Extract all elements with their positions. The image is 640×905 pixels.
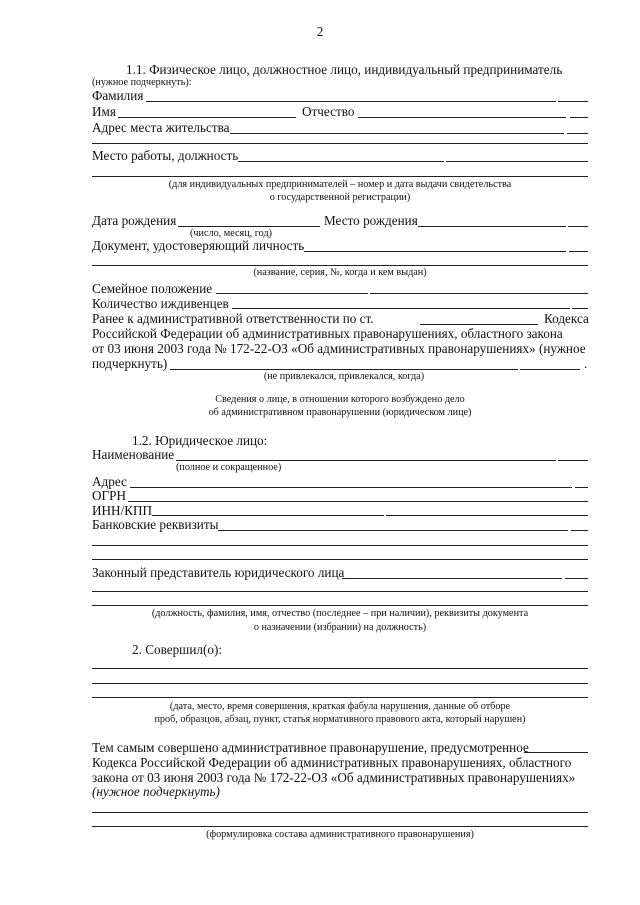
family-field[interactable] [216, 293, 368, 294]
previously-note: (не привлекался, привлекался, когда) [263, 371, 425, 382]
id-document-field[interactable] [304, 251, 566, 252]
bank-label: Банковские реквизиты [92, 517, 219, 532]
ip-note-2: о государственной регистрации) [269, 192, 411, 203]
committed-note-1: (дата, место, время совершения, краткая фабула нарушения, данные об отборе [169, 701, 511, 712]
previously-line4a: подчеркнуть) [92, 356, 168, 371]
org-name-field[interactable] [176, 460, 556, 461]
committed-line2[interactable] [92, 683, 588, 684]
rep-note-1: (должность, фамилия, имя, отчество (последнее – при наличии), реквизиты документа [151, 608, 529, 619]
patronymic-label: Отчество [302, 104, 355, 119]
bank-field-end [571, 530, 588, 531]
birth-date-label: Дата рождения [92, 213, 177, 228]
ogrn-label: ОГРН [92, 488, 127, 503]
committed-note-2: проб, образцов, абзац, пункт, статья нормативного правового акта, который нарушен) [154, 714, 526, 725]
workplace-field-line2[interactable] [92, 176, 588, 177]
previously-line1a: Ранее к административной ответственности по ст. [92, 311, 374, 326]
page-number: 2 [316, 24, 324, 39]
ip-note-1: (для индивидуальных предпринимателей – номер и дата выдачи свидетельства [168, 179, 512, 190]
patronymic-field-end [570, 117, 588, 118]
address-field[interactable] [230, 133, 564, 134]
id-document-field-end [569, 251, 588, 252]
article-field[interactable] [420, 324, 538, 325]
birth-place-field[interactable] [418, 226, 566, 227]
org-name-field-end [558, 460, 588, 461]
org-name-label: Наименование [92, 447, 175, 462]
section-1-2-heading: 1.2. Юридическое лицо: [132, 433, 268, 448]
offense-line4: (нужное подчеркнуть) [92, 784, 220, 799]
bank-field-line2[interactable] [92, 545, 588, 546]
birth-date-note: (число, месяц, год) [190, 228, 273, 239]
workplace-label: Место работы, должность [92, 148, 239, 163]
workplace-field[interactable] [238, 161, 444, 162]
id-document-label: Документ, удостоверяющий личность [92, 238, 305, 253]
previously-field-end [520, 369, 580, 370]
bank-field-line3[interactable] [92, 559, 588, 560]
inn-label: ИНН/КПП [92, 503, 153, 518]
org-name-note: (полное и сокращенное) [176, 462, 282, 473]
section-2-heading: 2. Совершил(о): [132, 642, 223, 657]
dependents-field[interactable] [232, 308, 570, 309]
patronymic-field[interactable] [358, 117, 566, 118]
rep-field-end [565, 578, 588, 579]
section-1-1-heading: 1.1. Физическое лицо, должностное лицо, индивидуальный предприниматель [126, 62, 563, 77]
id-note: (название, серия, №, когда и кем выдан) [253, 267, 427, 278]
offense-line3: закона от 03 июня 2003 года № 172-22-ОЗ «Об административных правонарушениях» [92, 770, 576, 785]
name-label: Имя [92, 104, 116, 119]
heading-note: (нужное подчеркнуть): [92, 77, 192, 88]
address-label: Адрес места жительства [92, 120, 230, 135]
workplace-field-b[interactable] [446, 161, 588, 162]
inn-field[interactable] [152, 515, 384, 516]
info-line-2: об административном правонарушении (юридическом лице) [208, 407, 472, 418]
dependents-field-end [572, 308, 588, 309]
offense-line1: Тем самым совершено административное правонарушение, предусмотренное [92, 740, 529, 755]
name-field[interactable] [118, 117, 296, 118]
id-document-field-line2[interactable] [92, 265, 588, 266]
address-field-line2[interactable] [92, 143, 588, 144]
previously-line1b: Кодекса [544, 311, 589, 326]
rep-field-line2[interactable] [92, 591, 588, 592]
kpp-field[interactable] [386, 515, 588, 516]
committed-line1[interactable] [92, 668, 588, 669]
org-address-field-end [575, 487, 588, 488]
rep-field[interactable] [342, 578, 562, 579]
address-field-end [567, 133, 588, 134]
bank-field[interactable] [218, 530, 568, 531]
previously-line2: Российской Федерации об административных правонарушениях, областного закона [92, 326, 563, 341]
family-label: Семейное положение [92, 281, 213, 296]
previously-field[interactable] [170, 369, 518, 370]
previously-line3: от 03 июня 2003 года № 172-22-ОЗ «Об административных правонарушениях» (нужное [92, 341, 586, 356]
surname-field-end [558, 101, 588, 102]
birth-place-label: Место рождения [324, 213, 418, 228]
offense-note: (формулировка состава административного правонарушения) [206, 829, 474, 840]
rep-field-line3[interactable] [92, 605, 588, 606]
org-address-label: Адрес [92, 474, 127, 489]
rep-note-2: о назначении (избрании) на должность) [253, 622, 427, 633]
dependents-label: Количество иждивенцев [92, 296, 229, 311]
org-address-field[interactable] [130, 487, 572, 488]
offense-field-line2[interactable] [92, 826, 588, 827]
info-line-1: Сведения о лице, в отношении которого возбуждено дело [215, 394, 465, 405]
committed-line3[interactable] [92, 697, 588, 698]
birth-place-field-end [568, 226, 588, 227]
family-field-b[interactable] [370, 293, 588, 294]
previously-period: . [584, 356, 588, 371]
offense-article-field[interactable] [524, 752, 588, 753]
surname-label: Фамилия [92, 88, 144, 103]
offense-field-line1[interactable] [92, 812, 588, 813]
rep-label: Законный представитель юридического лица [92, 565, 345, 580]
ogrn-field[interactable] [128, 501, 588, 502]
offense-line2: Кодекса Российской Федерации об административных правонарушениях, областного [92, 755, 572, 770]
surname-field[interactable] [146, 101, 556, 102]
birth-date-field[interactable] [178, 226, 320, 227]
